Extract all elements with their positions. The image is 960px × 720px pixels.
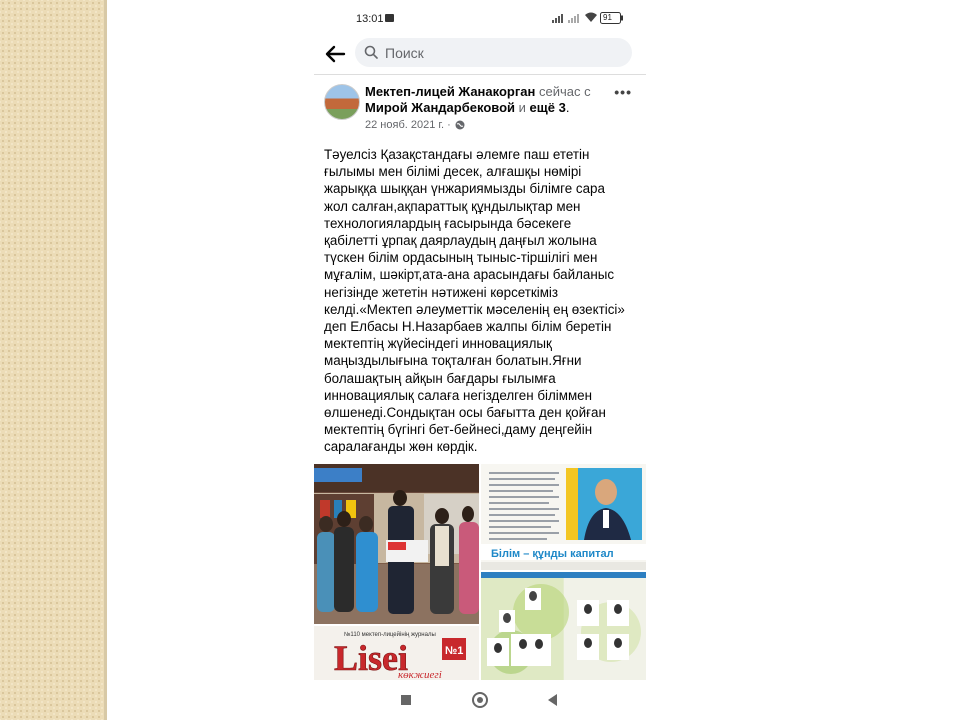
post-date[interactable]: 22 нояб. 2021 г. · bbox=[365, 119, 451, 131]
magazine-number: №1 bbox=[445, 645, 464, 657]
status-icons bbox=[552, 12, 598, 23]
notification-icon bbox=[385, 14, 394, 22]
post-text-line: ғылымы мен білімі десек, алғашқы нөмірі bbox=[324, 164, 582, 180]
status-bar bbox=[314, 0, 646, 36]
banner-text: Білім – құнды капитал bbox=[491, 548, 614, 560]
and-text: и bbox=[518, 100, 526, 115]
home-button[interactable] bbox=[472, 692, 488, 708]
post-text-line: деп Елбасы Н.Назарбаев жалпы білім беретін bbox=[324, 319, 612, 335]
more-options-icon[interactable]: ••• bbox=[614, 84, 632, 100]
post-text-line: өлшенеді.Сондықтан осы бағытта ден қойған bbox=[324, 405, 606, 421]
tagged-person[interactable]: Мирой Жандарбековой bbox=[365, 100, 516, 115]
magazine-subtitle: №110 мектеп-лицейінің журналы bbox=[344, 632, 436, 638]
post-text-line: Тәуелсіз Қазақстандағы әлемге паш ететін bbox=[324, 147, 590, 162]
signal-icon bbox=[552, 13, 563, 23]
top-bar bbox=[314, 36, 646, 75]
others-link[interactable]: ещё 3 bbox=[529, 100, 566, 115]
post-text-line: мектептің бүгінгі бет-бейнесі,даму деңгейін bbox=[324, 422, 593, 438]
post-text-line: маңыздылығына тоқталған болатын.Яғни bbox=[324, 353, 582, 369]
globe-icon bbox=[455, 120, 465, 130]
post-text-line: саралағанды жөн көрдік. bbox=[324, 439, 478, 455]
post-header bbox=[314, 80, 646, 136]
search-input[interactable] bbox=[355, 38, 632, 67]
photo-group-people[interactable] bbox=[314, 464, 479, 624]
post-text-line: мектептің жүйесіндегі инновациялық bbox=[324, 336, 552, 352]
author-name[interactable]: Мектеп-лицей Жанакорган bbox=[365, 84, 536, 99]
post-text-line: келді.«Мектеп әлеуметтік мәселенің ең өзектісі» bbox=[324, 301, 625, 317]
phone-screen bbox=[314, 0, 646, 720]
battery-level: 91 bbox=[603, 13, 612, 22]
wifi-icon bbox=[584, 12, 598, 23]
background-divider bbox=[104, 0, 107, 720]
back-button[interactable] bbox=[548, 694, 557, 706]
battery-icon bbox=[600, 12, 624, 27]
android-nav-bar bbox=[314, 680, 646, 720]
post-text bbox=[324, 146, 642, 456]
post-text-line: жарыққа шыққан үнжариямызды білімге сара bbox=[324, 181, 605, 197]
post-text-line: негізінде жететін нәтижені көрсеткіміз bbox=[324, 284, 559, 300]
post-text-line: жол салған,ақпараттық құндылықтар мен bbox=[324, 198, 581, 214]
post-text-line: болашақтың айқын бағдары ғылымға bbox=[324, 370, 556, 386]
background-pattern bbox=[0, 0, 107, 720]
photo-grid bbox=[314, 464, 646, 680]
recent-apps-button[interactable] bbox=[401, 695, 411, 705]
post-text-line: технологиялардың ғасырында бәсекеге bbox=[324, 215, 572, 231]
photo-magazine-spread[interactable] bbox=[481, 572, 646, 680]
post-text-line: қабілетті ұрпақ даярлаудың даңғыл жолына bbox=[324, 233, 597, 249]
post-meta bbox=[365, 119, 465, 131]
magazine-title: Lisei bbox=[334, 638, 409, 678]
status-time: 13:01 bbox=[356, 13, 384, 25]
search-icon bbox=[364, 45, 378, 64]
signal-2-icon bbox=[568, 13, 579, 23]
post-text-line: инновациялық салаға негізделген біліммен bbox=[324, 387, 593, 403]
with-text: сейчас с bbox=[538, 84, 591, 99]
photo-magazine-cover[interactable] bbox=[314, 626, 479, 680]
search-placeholder: Поиск bbox=[385, 45, 424, 61]
back-arrow-icon[interactable] bbox=[324, 43, 346, 65]
post-text-line: мұғалім, шәкірт,ата-ана арасындағы байланыс bbox=[324, 267, 615, 283]
photo-article-page[interactable] bbox=[481, 464, 646, 570]
post-text-line: түскен білім ордасының тыныс-тіршілігі мен bbox=[324, 250, 598, 266]
page-avatar[interactable] bbox=[324, 84, 360, 120]
magazine-subtitle-2: көкжиегі bbox=[398, 669, 442, 680]
post-author-line: Мектеп-лицей Жанакорган сейчас с Мирой Жандарбековой и ещё 3. bbox=[365, 84, 591, 115]
